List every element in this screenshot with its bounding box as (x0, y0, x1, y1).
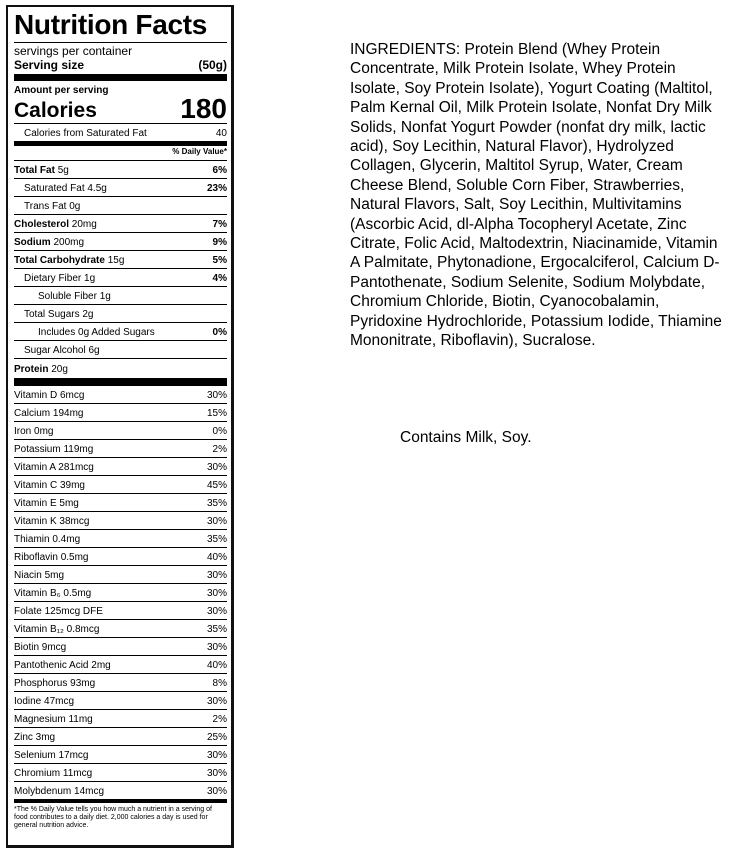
vitamin-dv: 30% (206, 786, 227, 797)
calories-sat-fat-value: 40 (215, 128, 227, 139)
nutrient-amount: 4.5g (87, 183, 107, 194)
vitamin-row (14, 692, 227, 710)
vitamin-row (14, 404, 227, 422)
vitamin-row (14, 440, 227, 458)
calories-sat-fat-row (14, 124, 227, 142)
ingredients-text: INGREDIENTS: Protein Blend (Whey Protein Concentrate, Milk Protein Isolate, Whey Protein Isolate, Soy Protein Isolate), Yogurt Coating (Maltitol, Palm Kernal Oil, Milk Protein Isolate, Nonfat Dry Milk Solids, Nonfat Yogurt Powder (nonfat dry milk, lactic acid), Soy Lecithin, Natural Flavor), Hydrolyzed Collagen, Glycerin, Maltitol Syrup, Water, Cream Cheese Blend, Soluble Corn Fiber, Strawberries, Natural Flavors, Salt, Soy Lecithin, Multivitamins (Ascorbic Acid, dl-Alpha Tocopheryl Acetate, Zinc Citrate, Folic Acid, Maltodextrin, Niacinamide, Vitamin A Palmitate, Phytonadione, Ergocalciferol, Calcium D-Pantothenate, Sodium Selenite, Sodium Molybdate, Chromium Chloride, Biotin, Cyanocobalamin, Pyridoxine Hydrochloride, Potassium Iodide, Thiamine Mononitrate, Riboflavin), Sucralose. (350, 41, 722, 350)
vitamin-dv: 30% (206, 516, 227, 527)
vitamin-dv: 30% (206, 750, 227, 761)
vitamin-dv: 0% (212, 426, 227, 437)
vitamin-label: Vitamin B₁₂ 0.8mcg (14, 624, 100, 635)
divider (14, 42, 227, 43)
vitamin-label: Selenium 17mcg (14, 750, 89, 761)
vitamin-row (14, 494, 227, 512)
vitamin-label: Niacin 5mg (14, 570, 65, 581)
servings-per-container: servings per container (14, 44, 133, 58)
vitamin-dv: 30% (206, 390, 227, 401)
nutrient-dv: 23% (206, 183, 227, 194)
vitamin-dv: 30% (206, 768, 227, 779)
vitamin-label: Molybdenum 14mcg (14, 786, 105, 797)
vitamin-row (14, 476, 227, 494)
nutrient-name: Soluble Fiber (38, 291, 97, 302)
calories-row (14, 93, 227, 124)
nutrient-amount: 20g (51, 364, 68, 375)
nutrient-dv: 5% (212, 255, 227, 266)
nutrient-row-sugar-alcohol (14, 341, 227, 359)
vitamin-dv: 2% (212, 444, 227, 455)
vitamin-dv: 30% (206, 642, 227, 653)
nutrient-amount: 200mg (53, 237, 85, 248)
nutrient-name: Total Carbohydrate (14, 255, 105, 266)
nutrient-row-total-sugars (14, 305, 227, 323)
vitamin-row (14, 638, 227, 656)
nutrient-amount: 20mg (71, 219, 97, 230)
vitamin-row (14, 782, 227, 800)
vitamin-mineral-list (14, 386, 227, 800)
vitamin-label: Vitamin K 38mcg (14, 516, 90, 527)
vitamin-label: Biotin 9mcg (14, 642, 67, 653)
vitamin-dv: 30% (206, 588, 227, 599)
vitamin-label: Magnesium 11mg (14, 714, 93, 725)
nutrient-row-sodium (14, 233, 227, 251)
nutrient-dv: 0% (212, 327, 227, 338)
nutrient-name: Sodium (14, 237, 51, 248)
vitamin-dv: 25% (206, 732, 227, 743)
vitamin-label: Iodine 47mcg (14, 696, 75, 707)
nutrient-amount: 6g (88, 345, 100, 356)
vitamin-label: Phosphorus 93mg (14, 678, 96, 689)
vitamin-dv: 40% (206, 660, 227, 671)
nutrition-facts-panel (6, 5, 234, 848)
nutrient-amount: 0g (69, 201, 81, 212)
vitamin-label: Vitamin A 281mcg (14, 462, 94, 473)
vitamin-row (14, 458, 227, 476)
vitamin-dv: 30% (206, 696, 227, 707)
nutrient-row-soluble-fiber (14, 287, 227, 305)
vitamin-row (14, 566, 227, 584)
vitamin-label: Pantothenic Acid 2mg (14, 660, 111, 671)
vitamin-dv: 35% (206, 624, 227, 635)
vitamin-dv: 8% (212, 678, 227, 689)
vitamin-row (14, 548, 227, 566)
vitamin-label: Vitamin B₆ 0.5mg (14, 588, 92, 599)
vitamin-dv: 15% (206, 408, 227, 419)
vitamin-label: Vitamin E 5mg (14, 498, 79, 509)
daily-value-header: % Daily Value* (14, 146, 227, 161)
nutrient-row-cholesterol (14, 215, 227, 233)
vitamin-label: Chromium 11mcg (14, 768, 93, 779)
vitamin-label: Calcium 194mg (14, 408, 84, 419)
vitamin-dv: 30% (206, 606, 227, 617)
calories-label: Calories (14, 99, 97, 122)
vitamin-row (14, 602, 227, 620)
nutrient-dv: 9% (212, 237, 227, 248)
vitamin-row (14, 710, 227, 728)
vitamin-label: Iron 0mg (14, 426, 54, 437)
vitamin-dv: 40% (206, 552, 227, 563)
nutrient-name: Total Sugars (24, 309, 80, 320)
vitamin-row (14, 620, 227, 638)
amount-per-serving: Amount per serving (14, 85, 109, 96)
vitamin-dv: 35% (206, 534, 227, 545)
nutrient-amount: 1g (84, 273, 96, 284)
vitamin-label: Folate 125mcg DFE (14, 606, 103, 617)
daily-value-footnote: *The % Daily Value tells you how much a nutrient in a serving of food contributes to a daily diet. 2,000 calories a day is used for general nutrition advice. (14, 806, 212, 829)
nutrient-row-total-fat (14, 161, 227, 179)
nutrient-name: Total Fat (14, 165, 55, 176)
vitamin-row (14, 764, 227, 782)
vitamin-row (14, 584, 227, 602)
vitamin-row (14, 746, 227, 764)
nutrient-name: Trans Fat (24, 201, 67, 212)
vitamin-row (14, 386, 227, 404)
nutrient-name: Dietary Fiber (24, 273, 82, 284)
thick-divider (14, 74, 227, 81)
vitamin-dv: 2% (212, 714, 227, 725)
nutrient-row-saturated-fat (14, 179, 227, 197)
vitamin-row (14, 422, 227, 440)
medium-divider (14, 800, 227, 803)
nutrient-amount: 5g (57, 165, 69, 176)
nutrient-name: Includes 0g Added Sugars (38, 327, 155, 338)
vitamin-row (14, 512, 227, 530)
nutrient-name: Saturated Fat (24, 183, 85, 194)
nutrient-name: Sugar Alcohol (24, 345, 86, 356)
vitamin-dv: 35% (206, 498, 227, 509)
nutrient-row-total-carbohydrate (14, 251, 227, 269)
nutrient-amount: 1g (99, 291, 111, 302)
vitamin-label: Zinc 3mg (14, 732, 56, 743)
nutrient-row-protein (14, 359, 227, 377)
nutrient-dv: 7% (212, 219, 227, 230)
vitamin-label: Potassium 119mg (14, 444, 94, 455)
nutrient-dv: 6% (212, 165, 227, 176)
nutrient-amount: 15g (107, 255, 125, 266)
nutrient-amount: 2g (82, 309, 94, 320)
nutrient-name: Cholesterol (14, 219, 70, 230)
vitamin-label: Vitamin C 39mg (14, 480, 85, 491)
vitamin-dv: 45% (206, 480, 227, 491)
serving-size-value: (50g) (198, 58, 227, 72)
nutrition-facts-title: Nutrition Facts (14, 9, 208, 40)
vitamin-label: Vitamin D 6mcg (14, 390, 85, 401)
vitamin-row (14, 656, 227, 674)
serving-size-label: Serving size (14, 58, 85, 72)
nutrient-dv: 4% (212, 273, 227, 284)
vitamin-label: Thiamin 0.4mg (14, 534, 81, 545)
vitamin-label: Riboflavin 0.5mg (14, 552, 89, 563)
nutrient-row-dietary-fiber (14, 269, 227, 287)
vitamin-row (14, 728, 227, 746)
nutrient-row-trans-fat (14, 197, 227, 215)
nutrient-row-added-sugars (14, 323, 227, 341)
serving-size-row (14, 58, 227, 74)
calories-value: 180 (180, 93, 227, 124)
calories-sat-fat-label: Calories from Saturated Fat (24, 128, 147, 139)
nutrient-name: Protein (14, 364, 49, 375)
vitamin-row (14, 530, 227, 548)
vitamin-row (14, 674, 227, 692)
vitamin-dv: 30% (206, 462, 227, 473)
allergen-statement: Contains Milk, Soy. (400, 429, 532, 446)
vitamin-dv: 30% (206, 570, 227, 581)
thick-divider (14, 378, 227, 386)
